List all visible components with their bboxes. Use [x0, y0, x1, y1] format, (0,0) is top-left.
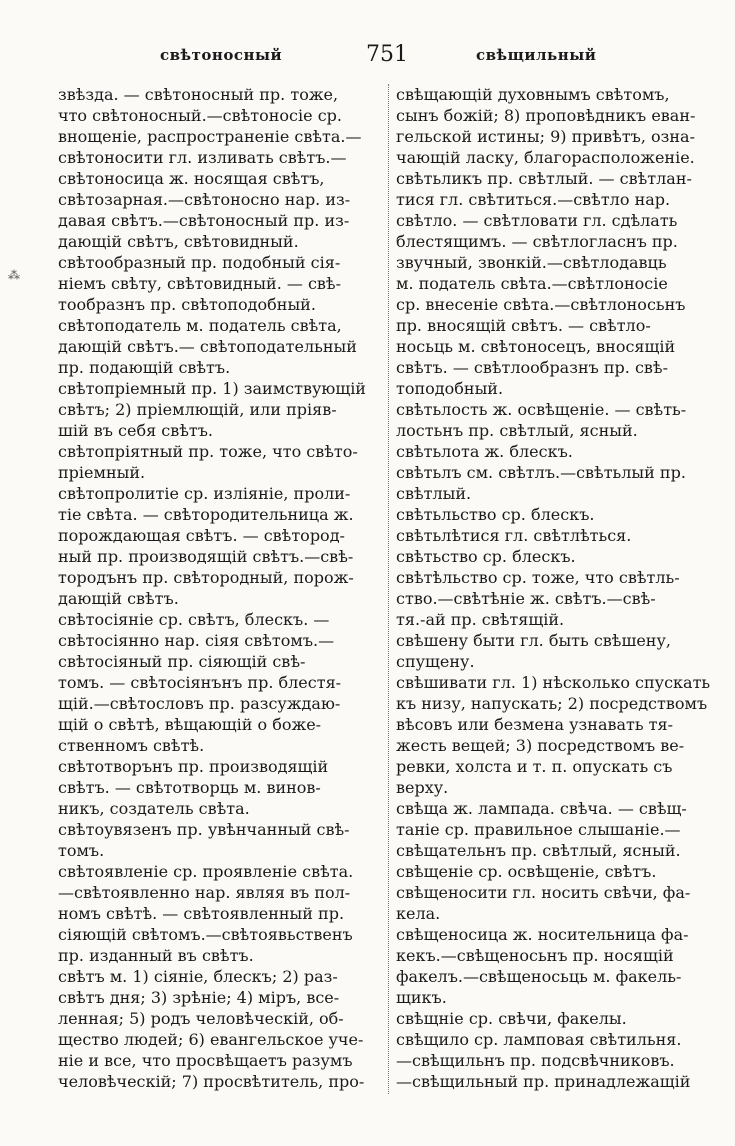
- text-line: свѣтоносити гл. изливать свѣтъ.—: [58, 148, 347, 167]
- column-divider: [388, 84, 389, 1094]
- text-line: ніемъ свѣту, свѣтовидный. — свѣ-: [58, 274, 341, 293]
- text-line: свѣтьльство ср. блескъ.: [396, 505, 595, 524]
- text-line: свѣтьликъ пр. свѣтлый. — свѣтлан-: [396, 169, 692, 188]
- text-line: лостьнъ пр. свѣтлый, ясный.: [396, 421, 638, 440]
- text-line: тообразнъ пр. свѣтоподобный.: [58, 295, 316, 314]
- text-line: свѣща ж. лампада. свѣча. — свѣщ-: [396, 799, 687, 818]
- text-line: ленная; 5) родъ человѣческій, об-: [58, 1009, 344, 1028]
- text-line: свѣтообразный пр. подобный сія-: [58, 253, 341, 272]
- text-line: гельской истины; 9) привѣтъ, озна-: [396, 127, 695, 146]
- text-line: факелъ.—свѣщеносьць м. факель-: [396, 967, 682, 986]
- text-line: свѣшивати гл. 1) нѣсколько спускать: [396, 673, 711, 692]
- text-line: давая свѣтъ.—свѣтоносный пр. из-: [58, 211, 350, 230]
- text-line: свѣтьлость ж. освѣщеніе. — свѣть-: [396, 400, 687, 419]
- text-line: звучный, звонкій.—свѣтлодавць: [396, 253, 667, 272]
- text-line: свѣтопролитіе ср. изліяніе, проли-: [58, 484, 351, 503]
- text-line: звѣзда. — свѣтоносный пр. тоже,: [58, 85, 339, 104]
- text-line: свѣщніе ср. свѣчи, факелы.: [396, 1009, 627, 1028]
- text-line: свѣщающій духовнымъ свѣтомъ,: [396, 85, 670, 104]
- text-line: спущену.: [396, 652, 475, 671]
- text-line: свѣтосіяный пр. сіяющій свѣ-: [58, 652, 306, 671]
- text-line: блестящимъ. — свѣтлогласнъ пр.: [396, 232, 678, 251]
- text-line: —свѣщильнъ пр. подсвѣчниковъ.: [396, 1051, 675, 1070]
- text-line: свѣтъ дня; 3) зрѣніе; 4) міръ, все-: [58, 988, 340, 1007]
- text-line: свѣтозарная.—свѣтоносно нар. из-: [58, 190, 351, 209]
- text-line: свѣтъ м. 1) сіяніе, блескъ; 2) раз-: [58, 967, 338, 986]
- text-line: свѣтлый.: [396, 484, 472, 503]
- text-line: тородънъ пр. свѣтородный, порож-: [58, 568, 354, 587]
- text-line: —свѣщильный пр. принадлежащій: [396, 1072, 691, 1091]
- text-line: свѣтъ; 2) пріемлющій, или пріяв-: [58, 400, 337, 419]
- text-line: свѣщеносити гл. носить свѣчи, фа-: [396, 883, 691, 902]
- right-column: [396, 84, 726, 1092]
- text-line: свѣтъ. — свѣтотворць м. винов-: [58, 778, 321, 797]
- text-line: свѣтоподатель м. податель свѣта,: [58, 316, 342, 335]
- text-line: свѣтопріятный пр. тоже, что свѣто-: [58, 442, 358, 461]
- text-line: дающій свѣтъ.— свѣтоподательный: [58, 337, 357, 356]
- text-line: —свѣтоявленно нар. являя въ пол-: [58, 883, 351, 902]
- margin-mark: ⁂: [8, 268, 20, 282]
- text-line: тися гл. свѣтиться.—свѣтло нар.: [396, 190, 671, 209]
- text-line: щество людей; 6) евангельское уче-: [58, 1030, 364, 1049]
- text-line: кела.: [396, 904, 441, 923]
- text-line: дающій свѣтъ.: [58, 589, 179, 608]
- right-running-headword: свѣщильный: [476, 46, 597, 64]
- text-line: свѣтосіяніе ср. свѣтъ, блескъ. —: [58, 610, 330, 629]
- text-line: томъ.: [58, 841, 105, 860]
- text-line: чающій ласку, благорасположеніе.: [396, 148, 695, 167]
- text-line: носьць м. свѣтоносецъ, вносящій: [396, 337, 676, 356]
- text-line: таніе ср. правильное слышаніе.—: [396, 820, 681, 839]
- text-line: ство.—свѣтѣніе ж. свѣтъ.—свѣ-: [396, 589, 656, 608]
- text-line: ный пр. производящій свѣтъ.—свѣ-: [58, 547, 354, 566]
- left-running-headword: свѣтоносный: [160, 46, 283, 64]
- page-number: 751: [366, 42, 408, 67]
- text-line: внощеніе, распространеніе свѣта.—: [58, 127, 362, 146]
- text-line: свѣтъ. — свѣтлообразнъ пр. свѣ-: [396, 358, 668, 377]
- text-line: человѣческій; 7) просвѣтитель, про-: [58, 1072, 365, 1091]
- text-line: шій въ себя свѣтъ.: [58, 421, 213, 440]
- text-line: дающій свѣтъ, свѣтовидный.: [58, 232, 299, 251]
- text-line: тіе свѣта. — свѣтородительница ж.: [58, 505, 354, 524]
- text-line: щій о свѣтѣ, вѣщающій о боже-: [58, 715, 322, 734]
- text-line: тя.-ай пр. свѣтящій.: [396, 610, 565, 629]
- text-line: м. податель свѣта.—свѣтлоносіе: [396, 274, 668, 293]
- text-line: номъ свѣтѣ. — свѣтоявленный пр.: [58, 904, 345, 923]
- text-line: порождающая свѣтъ. — свѣтород-: [58, 526, 345, 545]
- text-line: къ низу, напускать; 2) посредствомъ: [396, 694, 708, 713]
- text-line: свѣтьлота ж. блескъ.: [396, 442, 573, 461]
- text-line: свѣтоносица ж. носящая свѣтъ,: [58, 169, 325, 188]
- text-line: свѣтоявленіе ср. проявленіе свѣта.: [58, 862, 354, 881]
- text-line: что свѣтоносный.—свѣтоносіе ср.: [58, 106, 342, 125]
- text-line: свѣтьлъ см. свѣтлъ.—свѣтьлый пр.: [396, 463, 686, 482]
- text-line: топодобный.: [396, 379, 504, 398]
- text-line: свѣтоувязенъ пр. увѣнчанный свѣ-: [58, 820, 350, 839]
- text-line: свѣщило ср. ламповая свѣтильня.: [396, 1030, 682, 1049]
- text-line: щій.—свѣтословъ пр. разсуждаю-: [58, 694, 341, 713]
- text-line: пріемный.: [58, 463, 146, 482]
- text-line: свѣтло. — свѣтловати гл. сдѣлать: [396, 211, 678, 230]
- text-line: жесть вещей; 3) посредствомъ ве-: [396, 736, 685, 755]
- text-line: свѣтосіянно нар. сіяя свѣтомъ.—: [58, 631, 335, 650]
- text-line: свѣщательнъ пр. свѣтлый, ясный.: [396, 841, 681, 860]
- text-line: свѣтьлѣтися гл. свѣтлѣться.: [396, 526, 632, 545]
- text-line: свѣтьство ср. блескъ.: [396, 547, 576, 566]
- text-line: свѣтѣльство ср. тоже, что свѣтль-: [396, 568, 680, 587]
- text-line: ср. внесеніе свѣта.—свѣтлоносьнъ: [396, 295, 686, 314]
- text-line: никъ, создатель свѣта.: [58, 799, 250, 818]
- text-line: сынъ божій; 8) проповѣдникъ еван-: [396, 106, 696, 125]
- text-line: свѣщеносица ж. носительница фа-: [396, 925, 689, 944]
- page-header: [0, 42, 735, 72]
- text-line: щикъ.: [396, 988, 447, 1007]
- text-line: томъ. — свѣтосіянънъ пр. блестя-: [58, 673, 342, 692]
- text-line: свѣщеніе ср. освѣщеніе, свѣтъ.: [396, 862, 657, 881]
- text-line: вѣсовъ или безмена узнавать тя-: [396, 715, 674, 734]
- text-line: свѣшену быти гл. быть свѣшену,: [396, 631, 671, 650]
- text-line: ніе и все, что просвѣщаетъ разумъ: [58, 1051, 353, 1070]
- text-line: пр. изданный въ свѣтъ.: [58, 946, 254, 965]
- text-line: ревки, холста и т. п. опускать съ: [396, 757, 673, 776]
- text-line: кекъ.—свѣщеносьнъ пр. носящій: [396, 946, 674, 965]
- left-column: [58, 84, 388, 1092]
- text-line: пр. подающій свѣтъ.: [58, 358, 231, 377]
- text-line: сіяющій свѣтомъ.—свѣтоявьственъ: [58, 925, 353, 944]
- text-line: пр. вносящій свѣтъ. — свѣтло-: [396, 316, 651, 335]
- text-line: свѣтотворънъ пр. производящій: [58, 757, 329, 776]
- text-line: верху.: [396, 778, 449, 797]
- text-line: свѣтопріемный пр. 1) заимствующій: [58, 379, 366, 398]
- text-line: ственномъ свѣтѣ.: [58, 736, 205, 755]
